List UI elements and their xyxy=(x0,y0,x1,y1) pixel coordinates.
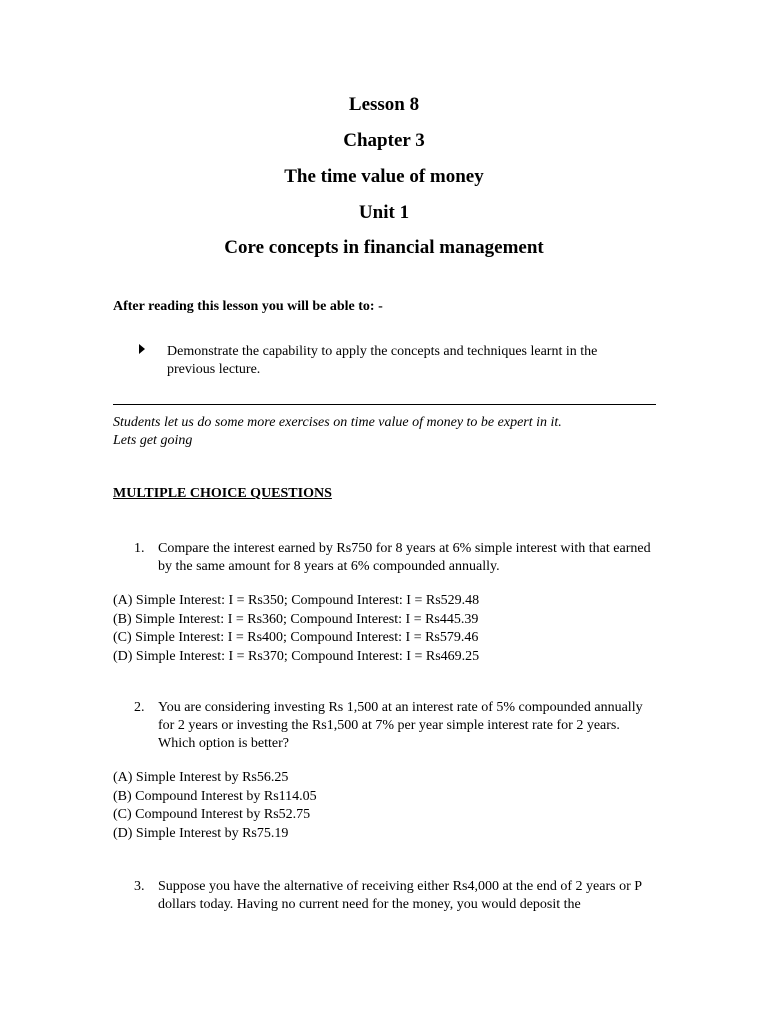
question-number: 3. xyxy=(134,879,145,894)
question-number: 2. xyxy=(134,700,145,715)
triangle-bullet-icon xyxy=(139,344,145,354)
horizontal-divider xyxy=(113,404,656,405)
intro-line-2: Lets get going xyxy=(113,433,193,448)
option-a: (A) Simple Interest by Rs56.25 xyxy=(113,770,289,785)
chapter-heading: Chapter 3 xyxy=(343,130,425,151)
question-options xyxy=(113,769,317,843)
unit-title: Core concepts in financial management xyxy=(224,237,544,258)
mcq-heading: MULTIPLE CHOICE QUESTIONS xyxy=(113,486,332,501)
question-text: Suppose you have the alternative of receiving either Rs4,000 at the end of 2 years or P dollars today. Having no current need for the money, you would deposit the xyxy=(158,879,642,912)
option-d: (D) Simple Interest: I = Rs370; Compound Interest: I = Rs469.25 xyxy=(113,648,480,664)
option-a: (A) Simple Interest: I = Rs350; Compound Interest: I = Rs529.48 xyxy=(113,593,480,608)
option-c: (C) Simple Interest: I = Rs400; Compound Interest: I = Rs579.46 xyxy=(113,630,479,645)
option-b: (B) Compound Interest by Rs114.05 xyxy=(113,788,317,804)
objectives-lead: After reading this lesson you will be able to: - xyxy=(113,299,383,314)
option-b: (B) Simple Interest: I = Rs360; Compound Interest: I = Rs445.39 xyxy=(113,611,479,627)
option-d: (D) Simple Interest by Rs75.19 xyxy=(113,825,289,841)
objective-item: Demonstrate the capability to apply the concepts and techniques learnt in the previous lecture. xyxy=(167,344,598,377)
intro-line-1: Students let us do some more exercises on time value of money to be expert in it. xyxy=(113,415,562,430)
lesson-heading: Lesson 8 xyxy=(348,94,420,115)
question-number: 1. xyxy=(134,541,145,556)
question-options xyxy=(113,592,479,666)
option-c: (C) Compound Interest by Rs52.75 xyxy=(113,807,311,822)
intro-text xyxy=(113,414,673,450)
unit-heading: Unit 1 xyxy=(358,202,410,223)
chapter-title: The time value of money xyxy=(284,166,484,187)
question-text: Compare the interest earned by Rs750 for 8 years at 6% simple interest with that earned by the same amount for 8 years at 6% compounded annually. xyxy=(158,541,651,574)
question-text: You are considering investing Rs 1,500 at an interest rate of 5% compounded annually for 2 years or investing the Rs1,500 at 7% per year simple interest rate for 2 years. Which option is better? xyxy=(158,700,643,751)
